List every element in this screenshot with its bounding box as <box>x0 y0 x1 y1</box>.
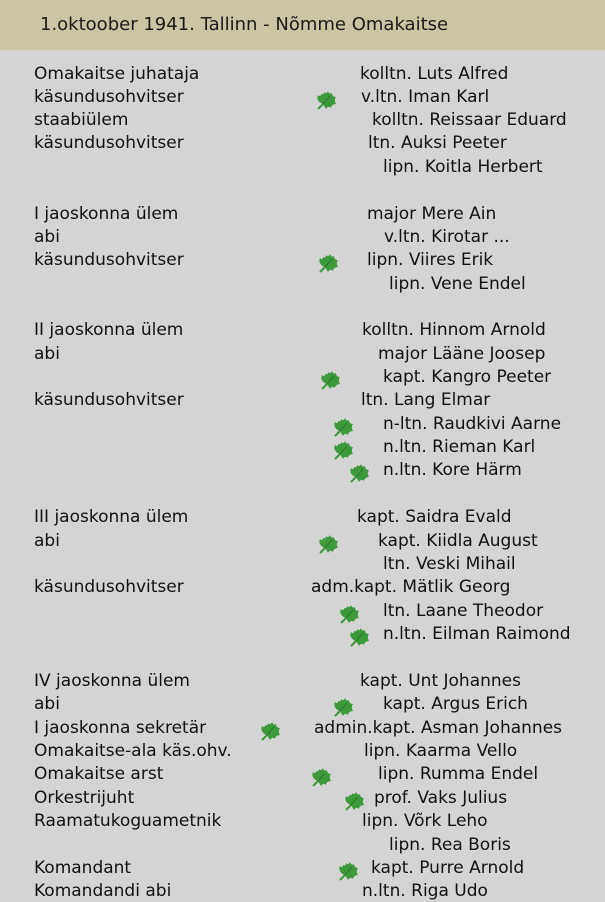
oak-leaf-icon <box>315 252 341 276</box>
role-label: käsundusohvitser <box>34 577 184 597</box>
role-label: Orkestrijuht <box>34 788 135 808</box>
role-label: käsundusohvitser <box>34 390 184 410</box>
officer-name: v.ltn. Kirotar ... <box>384 227 510 247</box>
officer-name: ltn. Lang Elmar <box>361 390 491 410</box>
oak-leaf-icon <box>308 766 334 790</box>
officer-name: ltn. Laane Theodor <box>383 601 544 621</box>
officer-name: kapt. Argus Erich <box>383 694 528 714</box>
role-label: IV jaoskonna ülem <box>34 671 190 691</box>
role-label: I jaoskonna sekretär <box>34 718 207 738</box>
oak-leaf-icon <box>330 416 356 440</box>
role-label: abi <box>34 344 60 364</box>
role-label: abi <box>34 694 60 714</box>
role-label: Omakaitse juhataja <box>34 64 200 84</box>
officer-name: ltn. Veski Mihail <box>383 554 516 574</box>
officer-name: lipn. Võrk Leho <box>362 811 488 831</box>
officer-name: kolltn. Reissaar Eduard <box>372 110 567 130</box>
officer-name: n.ltn. Eilman Raimond <box>383 624 571 644</box>
role-label: käsundusohvitser <box>34 133 184 153</box>
oak-leaf-icon <box>336 603 362 627</box>
oak-leaf-icon <box>335 860 361 884</box>
role-label: Komandandi abi <box>34 881 172 901</box>
officer-name: kapt. Purre Arnold <box>371 858 525 878</box>
officer-name: kapt. Unt Johannes <box>360 671 521 691</box>
oak-leaf-icon <box>313 89 339 113</box>
officer-name: n.ltn. Riga Udo <box>362 881 488 901</box>
oak-leaf-icon <box>346 462 372 486</box>
officer-name: kolltn. Hinnom Arnold <box>362 320 546 340</box>
role-label: abi <box>34 227 60 247</box>
officer-name: kapt. Kiidla August <box>378 531 538 551</box>
role-label: III jaoskonna ülem <box>34 507 189 527</box>
officer-name: kapt. Kangro Peeter <box>383 367 552 387</box>
oak-leaf-icon <box>346 626 372 650</box>
officer-name: major Mere Ain <box>367 204 497 224</box>
officer-name: kapt. Saidra Evald <box>357 507 512 527</box>
officer-name: n.ltn. Rieman Karl <box>383 437 536 457</box>
oak-leaf-icon <box>257 720 283 744</box>
role-label: Raamatukoguametnik <box>34 811 222 831</box>
officer-name: lipn. Koitla Herbert <box>383 157 543 177</box>
role-label: Omakaitse-ala käs.ohv. <box>34 741 232 761</box>
role-label: Omakaitse arst <box>34 764 164 784</box>
oak-leaf-icon <box>330 696 356 720</box>
officer-name: n-ltn. Raudkivi Aarne <box>383 414 562 434</box>
role-label: käsundusohvitser <box>34 87 184 107</box>
role-label: Komandant <box>34 858 132 878</box>
officer-name: lipn. Rea Boris <box>389 835 511 855</box>
officer-name: prof. Vaks Julius <box>374 788 508 808</box>
role-label: II jaoskonna ülem <box>34 320 184 340</box>
officer-name: lipn. Rumma Endel <box>378 764 539 784</box>
oak-leaf-icon <box>317 369 343 393</box>
oak-leaf-icon <box>330 439 356 463</box>
officer-name: lipn. Kaarma Vello <box>364 741 518 761</box>
officer-name: n.ltn. Kore Härm <box>383 460 522 480</box>
role-label: staabiülem <box>34 110 129 130</box>
officer-name: major Lääne Joosep <box>378 344 546 364</box>
officer-name: lipn. Viires Erik <box>367 250 494 270</box>
role-label: I jaoskonna ülem <box>34 204 179 224</box>
officer-name: v.ltn. Iman Karl <box>361 87 490 107</box>
officer-name: lipn. Vene Endel <box>389 274 526 294</box>
officer-name: adm.kapt. Mätlik Georg <box>311 577 511 597</box>
oak-leaf-icon <box>315 533 341 557</box>
role-label: käsundusohvitser <box>34 250 184 270</box>
header-bar <box>0 0 605 50</box>
page-title: 1.oktoober 1941. Tallinn - Nõmme Omakaitse <box>40 14 449 35</box>
officer-name: ltn. Auksi Peeter <box>368 133 507 153</box>
role-label: abi <box>34 531 60 551</box>
officer-name: admin.kapt. Asman Johannes <box>314 718 563 738</box>
officer-name: kolltn. Luts Alfred <box>360 64 509 84</box>
